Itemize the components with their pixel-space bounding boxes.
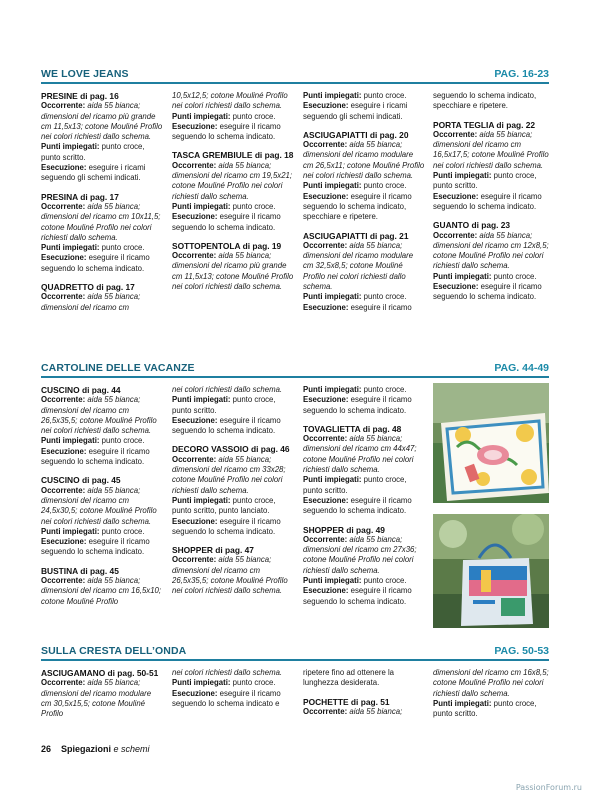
column (41, 385, 163, 625)
field-label: Occorrente: (303, 240, 348, 250)
column (172, 91, 294, 341)
field-value: punto croce, punto scritto. (172, 395, 276, 415)
field-value: punto croce. (361, 385, 407, 394)
column (41, 91, 163, 341)
field-value: punto croce. (230, 201, 276, 211)
field-value: nei colori richiesti dallo schema. (172, 668, 283, 677)
column (172, 668, 294, 736)
field-label: Esecuzione: (303, 101, 349, 111)
entry (303, 668, 425, 689)
watermark: PassionForum.ru (515, 783, 582, 792)
column (303, 668, 425, 736)
field-label: Punti impiegati: (303, 292, 362, 302)
field-value: aida 55 bianca; dimensioni del ricamo modulare cm 26,5x11; cotone Mouliné Profilo nei colori richiesti dallo schema. (303, 140, 425, 181)
field-value: aida 55 bianca; dimensioni del ricamo più grande cm 11,5x13; cotone Mouliné Profilo nei colori richiesti dallo schema. (172, 251, 294, 292)
field-label: Esecuzione: (41, 163, 87, 173)
tablecloth-illustration (433, 383, 549, 503)
entry-heading: SHOPPER di pag. 47 (172, 545, 254, 556)
field-value: eseguire il ricamo seguendo lo schema indicato e (172, 688, 281, 708)
entry (433, 220, 555, 302)
field-value: 10,5x12,5; cotone Mouliné Profilo nei colori richiesti dallo schema. (172, 91, 288, 111)
field-label: Punti impiegati: (172, 678, 231, 688)
field-value: punto croce. (230, 111, 276, 121)
entry-heading: QUADRETTO di pag. 17 (41, 282, 135, 293)
field-label: Esecuzione: (433, 282, 479, 292)
field-label: Punti impiegati: (172, 495, 231, 505)
entry-heading: ASCIUGAPIATTI di pag. 20 (303, 129, 409, 140)
field-value: eseguire i ricami seguendo gli schemi indicati. (41, 163, 146, 183)
field-value: aida 55 bianca; dimensioni del ricamo cm 26,5x35,5; cotone Mouliné Profilo nei colori richiesti dallo schema. (172, 555, 288, 596)
entry (433, 91, 555, 112)
entry (303, 697, 425, 718)
field-label: Punti impiegati: (172, 201, 231, 211)
entry (41, 282, 163, 313)
field-value: punto croce. (230, 678, 276, 688)
field-value: aida 55 bianca; dimensioni del ricamo cm 26,5x35,5; cotone Mouliné Profilo nei colori richiesti dallo schema. (41, 395, 157, 436)
field-label: Punti impiegati: (41, 243, 100, 253)
field-label: Occorrente: (172, 454, 217, 464)
field-label: Punti impiegati: (303, 91, 362, 100)
field-label: Punti impiegati: (41, 436, 100, 446)
entry (433, 668, 555, 719)
field-label: Esecuzione: (172, 516, 218, 526)
entry (303, 91, 425, 122)
field-value: eseguire il ricamo seguendo lo schema indicato. (41, 537, 150, 557)
field-value: eseguire il ricamo seguendo lo schema indicato. (172, 415, 281, 436)
entry-heading: BUSTINA di pag. 45 (41, 565, 119, 576)
entry (172, 150, 294, 232)
field-value: eseguire i ricami seguendo gli schemi indicati. (303, 101, 408, 121)
column (303, 91, 425, 341)
entry (172, 545, 294, 596)
field-value: eseguire il ricamo seguendo lo schema indicato. (303, 395, 412, 415)
field-label: Occorrente: (41, 485, 86, 495)
field-value: punto croce. (491, 271, 537, 281)
entry (172, 91, 294, 142)
field-value: eseguire il ricamo seguendo lo schema indicato, specchiare e ripetere. (303, 191, 412, 222)
field-label: Punti impiegati: (433, 271, 492, 281)
field-value: eseguire il ricamo seguendo lo schema indicato. (172, 121, 281, 142)
field-value: punto croce. (361, 576, 407, 586)
column (172, 385, 294, 625)
entry (172, 241, 294, 292)
entry-heading: CUSCINO di pag. 44 (41, 385, 121, 395)
entry-heading: POCHETTE di pag. 51 (303, 696, 390, 707)
section-header-we-love-jeans (41, 68, 549, 84)
field-label: Punti impiegati: (433, 698, 492, 708)
field-value: aida 55 bianca; dimensioni del ricamo cm 44x47; cotone Mouliné Profilo nei colori richiesti dallo schema. (303, 434, 417, 475)
entry-heading: TASCA GREMBIULE di pag. 18 (172, 150, 294, 161)
entry (303, 231, 425, 313)
field-value: eseguire il ricamo seguendo lo schema indicato. (172, 516, 281, 536)
section-pages: PAG. 50-53 (494, 645, 549, 657)
column (303, 385, 425, 625)
field-label: Esecuzione: (41, 537, 87, 547)
field-label: Esecuzione: (172, 212, 218, 222)
section-title: SULLA CRESTA DELL’ONDA (41, 645, 187, 657)
field-value: aida 55 bianca; (347, 706, 403, 716)
field-label: Occorrente: (41, 576, 86, 586)
page-number: 26 (41, 744, 52, 754)
field-value: eseguire il ricamo seguendo lo schema indicato. (172, 212, 281, 232)
field-value: eseguire il ricamo seguendo lo schema indicato. (433, 282, 542, 302)
field-label: Punti impiegati: (41, 142, 100, 152)
entry (433, 120, 555, 213)
entry (41, 192, 163, 274)
entry-heading: ASCIUGAPIATTI di pag. 21 (303, 230, 409, 241)
entry (41, 91, 163, 184)
entry (303, 424, 425, 517)
field-label: Punti impiegati: (303, 385, 362, 394)
column (433, 91, 555, 341)
entry (41, 385, 163, 467)
field-label: Esecuzione: (41, 253, 87, 263)
field-value: eseguire il ricamo seguendo lo schema indicato. (433, 191, 542, 211)
photo-shopper (433, 514, 549, 628)
field-label: Occorrente: (433, 230, 478, 240)
field-value: ripetere fino ad ottenere la lunghezza desiderata. (303, 668, 395, 688)
field-label: Esecuzione: (433, 191, 479, 201)
field-label: Occorrente: (41, 101, 86, 111)
field-label: Occorrente: (303, 140, 348, 150)
field-label: Esecuzione: (303, 586, 349, 596)
entry-heading: PRESINE di pag. 16 (41, 91, 119, 101)
entry-heading: PORTA TEGLIA di pag. 22 (433, 119, 536, 130)
entry (41, 566, 163, 607)
field-value: punto croce. (99, 243, 145, 253)
field-label: Occorrente: (41, 292, 86, 302)
field-value: aida 55 bianca; dimensioni del ricamo cm 12x8,5; cotone Mouliné Profilo nei colori richiesti dallo schema. (433, 230, 549, 271)
field-label: Esecuzione: (172, 688, 218, 698)
entry (172, 385, 294, 436)
footer-title: Spiegazioni (61, 744, 112, 754)
field-value: eseguire il ricamo (348, 302, 412, 312)
footer-subtitle: e schemi (111, 744, 150, 754)
entry-heading: PRESINA di pag. 17 (41, 191, 119, 202)
field-value: aida 55 bianca; dimensioni del ricamo cm 24,5x30,5; cotone Mouliné Profilo nei colori richiesti dallo schema. (41, 485, 157, 526)
field-value: punto croce. (99, 526, 145, 536)
field-label: Esecuzione: (303, 302, 349, 312)
field-label: Esecuzione: (41, 446, 87, 456)
field-value: aida 55 bianca; dimensioni del ricamo cm 19,5x21; cotone Mouliné Profilo nei colori richiesti dallo schema. (172, 160, 293, 201)
shopper-illustration (433, 514, 549, 628)
entry (172, 668, 294, 709)
field-value: punto croce. (99, 436, 145, 446)
field-label: Occorrente: (433, 129, 478, 139)
field-value: punto croce. (361, 181, 407, 191)
field-value: seguendo lo schema indicato, specchiare e ripetere. (433, 91, 537, 111)
field-value: aida 55 bianca; dimensioni del ricamo più grande cm 11,5x13; cotone Mouliné Profilo nei colori richiesti dallo schema. (41, 101, 163, 142)
field-value: aida 55 bianca; dimensioni del ricamo cm 10x11,5; cotone Mouliné Profilo nei colori richiesti dallo schema. (41, 201, 161, 242)
page-footer (41, 744, 150, 754)
field-label: Punti impiegati: (172, 395, 231, 405)
field-value: aida 55 bianca; dimensioni del ricamo cm 27x36; cotone Mouliné Profilo nei colori richiesti dallo schema. (303, 534, 417, 575)
entry-heading: ASCIUGAMANO di pag. 50-51 (41, 668, 159, 678)
entry (41, 668, 163, 719)
field-value: punto croce, punto scritto. (41, 142, 145, 162)
section-title: WE LOVE JEANS (41, 68, 129, 80)
field-label: Occorrente: (41, 678, 86, 688)
field-label: Punti impiegati: (303, 181, 362, 191)
section-pages: PAG. 44-49 (494, 362, 549, 374)
field-value: aida 55 bianca; dimensioni del ricamo cm 16,5x17,5; cotone Mouliné Profilo nei colori richiesti dallo schema. (433, 129, 549, 170)
field-value: aida 55 bianca; dimensioni del ricamo modulare cm 30,5x15,5; cotone Mouliné Profilo (41, 678, 152, 719)
field-value: eseguire il ricamo seguendo lo schema indicato. (41, 253, 150, 273)
field-label: Occorrente: (172, 160, 217, 170)
field-label: Esecuzione: (303, 495, 349, 505)
field-label: Punti impiegati: (303, 576, 362, 586)
entry (303, 130, 425, 223)
entry (303, 385, 425, 416)
entry-heading: GUANTO di pag. 23 (433, 220, 511, 231)
field-label: Occorrente: (41, 395, 86, 405)
field-value: aida 55 bianca; dimensioni del ricamo cm 33x28; cotone Mouliné Profilo nei colori richiesti dallo schema. (172, 454, 286, 495)
field-value: eseguire il ricamo seguendo lo schema indicato. (303, 495, 412, 516)
field-value: punto croce. (361, 292, 407, 302)
entry-heading: DECORO VASSOIO di pag. 46 (172, 444, 290, 455)
field-label: Occorrente: (303, 706, 348, 716)
field-value: punto croce, punto scritto. (433, 698, 537, 719)
field-value: eseguire il ricamo seguendo lo schema indicato. (303, 586, 412, 606)
column (433, 668, 555, 736)
field-label: Esecuzione: (303, 395, 349, 405)
field-value: eseguire il ricamo seguendo lo schema indicato. (41, 446, 150, 467)
entry (41, 475, 163, 557)
field-value: aida 55 bianca; dimensioni del ricamo cm (41, 292, 141, 312)
entry-heading: SHOPPER di pag. 49 (303, 524, 385, 535)
field-value: punto croce, punto scritto. (303, 475, 407, 495)
field-value: aida 55 bianca; dimensioni del ricamo modulare cm 32,5x8,5; cotone Mouliné Profilo nei colori richiesti dallo schema. (303, 240, 414, 292)
field-value: dimensioni del ricamo cm 16x8,5; cotone Mouliné Profilo nei colori richiesti dallo schema. (433, 668, 549, 698)
field-value: punto croce. (361, 91, 407, 100)
field-label: Punti impiegati: (172, 111, 231, 121)
entry-heading: CUSCINO di pag. 45 (41, 475, 121, 486)
field-label: Occorrente: (303, 534, 348, 544)
photo-tablecloth (433, 383, 549, 503)
field-label: Occorrente: (172, 251, 217, 261)
field-value: punto croce, punto scritto, punto lanciato. (172, 495, 276, 516)
field-label: Occorrente: (41, 201, 86, 211)
field-label: Esecuzione: (172, 121, 218, 131)
column (41, 668, 163, 736)
field-value: aida 55 bianca; dimensioni del ricamo cm 16,5x10; cotone Mouliné Profilo (41, 576, 162, 606)
field-label: Esecuzione: (172, 415, 218, 425)
entry (303, 525, 425, 607)
field-label: Punti impiegati: (303, 475, 362, 485)
section-header-cartoline-delle-vacanze (41, 362, 549, 378)
field-label: Occorrente: (172, 555, 217, 565)
section-title: CARTOLINE DELLE VACANZE (41, 362, 195, 374)
field-value: nei colori richiesti dallo schema. (172, 385, 283, 394)
section-pages: PAG. 16-23 (494, 68, 549, 80)
entry (172, 444, 294, 537)
field-label: Punti impiegati: (433, 171, 492, 181)
entry-heading: TOVAGLIETTA di pag. 48 (303, 423, 402, 434)
field-label: Esecuzione: (303, 191, 349, 201)
field-value: punto croce, punto scritto. (433, 171, 537, 191)
field-label: Punti impiegati: (41, 526, 100, 536)
entry-heading: SOTTOPENTOLA di pag. 19 (172, 240, 282, 251)
field-label: Occorrente: (303, 434, 348, 444)
section-header-sulla-cresta-dellonda (41, 645, 549, 661)
